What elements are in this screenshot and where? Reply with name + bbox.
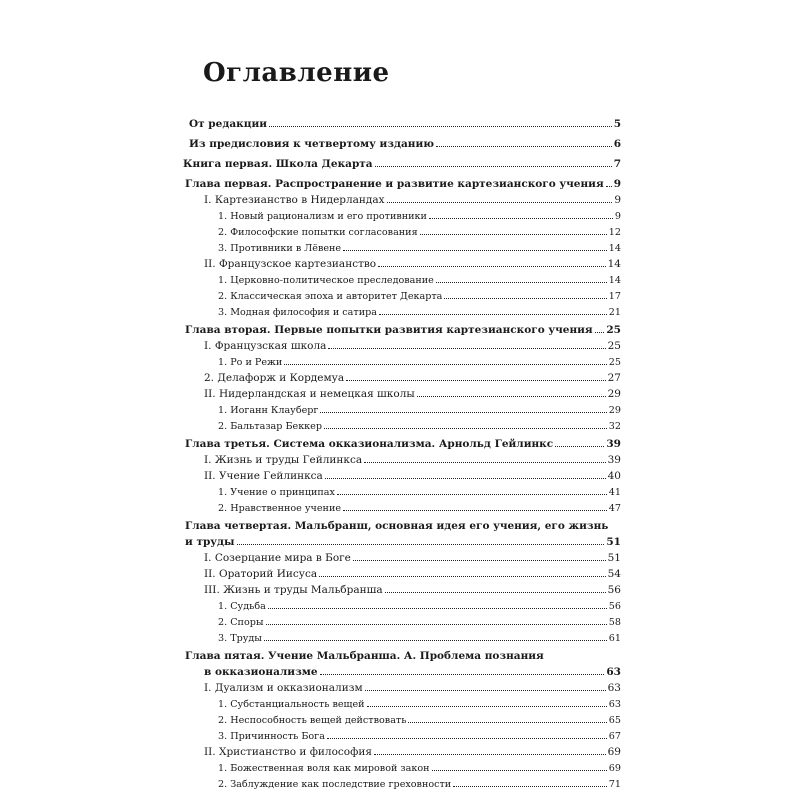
toc-entry-label: Глава вторая. Первые попытки развития картезианского учения [185, 324, 593, 336]
leader-dots [364, 462, 605, 463]
toc-page-number: 21 [608, 307, 621, 318]
leader-dots [379, 314, 607, 315]
toc-entry-label: в окказионализме [204, 666, 318, 678]
toc-entry-label: Глава третья. Система окказионализма. Арнольд Гейлинкс [185, 438, 554, 450]
toc-entry [183, 356, 621, 369]
toc-entry [183, 420, 621, 433]
toc-page-number: 47 [608, 503, 621, 514]
toc-page-number: 9 [614, 211, 621, 222]
leader-dots [387, 202, 613, 203]
leader-dots [346, 380, 606, 381]
toc-page-number: 69 [607, 746, 621, 758]
leader-dots [353, 560, 606, 561]
toc-entry [183, 584, 621, 597]
toc-entry-label: 2. Философские попытки согласования [218, 227, 418, 238]
toc-page-number: 63 [607, 682, 621, 694]
toc-entry [183, 324, 621, 337]
leader-dots [328, 348, 605, 349]
leader-dots [365, 690, 606, 691]
toc-entry-label: 2. Классическая эпоха и авторитет Декарта [218, 291, 443, 302]
toc-page-number: 29 [607, 388, 621, 400]
leader-dots [266, 624, 607, 625]
leader-dots [337, 494, 607, 495]
toc-page-number: 17 [608, 291, 621, 302]
toc-entry [183, 290, 621, 303]
toc-entry-label: I. Дуализм и окказионализм [204, 682, 363, 694]
toc-entry-label: 1. Иоганн Клауберг [218, 405, 319, 416]
toc-entry [183, 274, 621, 287]
toc-entry-label: 2. Нравственное учение [218, 503, 342, 514]
toc-entry [183, 568, 621, 581]
toc-entry [183, 194, 621, 207]
toc-entry [183, 138, 621, 151]
toc-page-number: 27 [607, 372, 621, 384]
leader-dots [374, 754, 606, 755]
toc-entry-label: Из предисловия к четвертому изданию [189, 138, 435, 150]
toc-entry-label: Глава пятая. Учение Мальбранша. А. Проблема познания [185, 650, 544, 662]
toc-entry [183, 388, 621, 401]
toc-entry-label: 3. Труды [218, 633, 262, 644]
toc-page-number: 67 [608, 731, 621, 742]
toc-page-number: 7 [613, 158, 621, 170]
leader-dots [268, 608, 607, 609]
toc-entry-label: Глава первая. Распространение и развитие картезианского учения [185, 178, 604, 190]
toc-entry-label: 1. Учение о принципах [218, 487, 335, 498]
toc-entry [183, 666, 621, 679]
toc-entry-label: II. Французское картезианство [204, 258, 377, 270]
toc-page-number: 6 [613, 138, 621, 150]
toc-page-number: 14 [608, 243, 621, 254]
toc-entry [183, 536, 621, 549]
leader-dots [367, 706, 607, 707]
toc-entry [183, 242, 621, 255]
toc-entry-label: 1. Церковно-политическое преследование [218, 275, 434, 286]
toc-page-number: 51 [606, 536, 621, 548]
toc-entry [183, 600, 621, 613]
toc-entry-label: 1. Судьба [218, 601, 266, 612]
toc-entry [183, 258, 621, 271]
toc-entry-label: III. Жизнь и труды Мальбранша [204, 584, 383, 596]
leader-dots [269, 126, 612, 127]
toc-page-number: 32 [608, 421, 621, 432]
leader-dots [324, 428, 607, 429]
toc-entry-label: I. Картезианство в Нидерландах [204, 194, 385, 206]
toc-entry-label: Глава четвертая. Мальбранш, основная идея его учения, его жизнь [185, 520, 609, 532]
toc-entry [183, 616, 621, 629]
toc-entry [183, 746, 621, 759]
toc-page-number: 40 [607, 470, 621, 482]
toc-entry-label: II. Христианство и философия [204, 746, 372, 758]
toc-entry-label: 3. Причинность Бога [218, 731, 325, 742]
leader-dots [343, 250, 607, 251]
toc-page-number: 56 [607, 584, 621, 596]
leader-dots [325, 478, 606, 479]
leader-dots [420, 234, 607, 235]
toc-page-number: 56 [608, 601, 621, 612]
toc-entry [183, 520, 621, 533]
toc-entry-label: 2. Заблуждение как последствие греховности [218, 779, 452, 790]
toc-entry-label: 1. Субстанциальность вещей [218, 699, 365, 710]
toc-entry [183, 762, 621, 775]
toc-entry [183, 158, 621, 171]
toc-entry [183, 650, 621, 663]
leader-dots [444, 298, 606, 299]
leader-dots [320, 412, 606, 413]
toc-entry [183, 178, 621, 191]
leader-dots [453, 786, 607, 787]
leader-dots [319, 576, 606, 577]
leader-dots [436, 146, 612, 147]
toc-entry [183, 404, 621, 417]
toc-entry [183, 486, 621, 499]
toc-page-number: 25 [606, 324, 621, 336]
toc-entry [183, 454, 621, 467]
toc-page-number: 14 [608, 275, 621, 286]
toc-entry-label: I. Французская школа [204, 340, 327, 352]
toc-entry [183, 372, 621, 385]
toc-entry-label: II. Нидерландская и немецкая школы [204, 388, 415, 400]
toc-entry [183, 698, 621, 711]
toc-entry [183, 226, 621, 239]
leader-dots [429, 218, 613, 219]
toc-page-number: 65 [608, 715, 621, 726]
leader-dots [375, 166, 612, 167]
toc-page-number: 58 [608, 617, 621, 628]
toc-page-number: 9 [613, 178, 622, 190]
toc-page-number: 29 [608, 405, 621, 416]
toc-page-number: 39 [607, 454, 621, 466]
page-title: Оглавление [203, 58, 390, 88]
toc-page-number: 14 [607, 258, 621, 270]
toc-entry [183, 306, 621, 319]
leader-dots [595, 332, 605, 333]
leader-dots [237, 544, 605, 545]
toc-entry-label: 2. Бальтазар Беккер [218, 421, 322, 432]
toc-entry [183, 470, 621, 483]
leader-dots [320, 674, 605, 675]
toc-page-number: 9 [614, 194, 621, 206]
toc-entry [183, 778, 621, 791]
toc-page-number: 63 [606, 666, 621, 678]
toc-page-number: 54 [607, 568, 621, 580]
leader-dots [327, 738, 607, 739]
toc-entry-label: 3. Противники в Лёвене [218, 243, 342, 254]
toc-entry [183, 210, 621, 223]
toc-entry-label: I. Созерцание мира в Боге [204, 552, 351, 564]
toc-entry-label: 1. Божественная воля как мировой закон [218, 763, 430, 774]
leader-dots [385, 592, 606, 593]
toc-entry-label: Книга первая. Школа Декарта [183, 158, 373, 170]
toc-page-number: 71 [608, 779, 621, 790]
toc-page-number: 39 [606, 438, 621, 450]
toc-entry [183, 714, 621, 727]
toc-entry [183, 552, 621, 565]
toc-entry-label: 2. Споры [218, 617, 264, 628]
leader-dots [378, 266, 606, 267]
toc-entry [183, 682, 621, 695]
toc-page-number: 63 [608, 699, 621, 710]
leader-dots [555, 446, 604, 447]
toc-entry [183, 118, 621, 131]
leader-dots [606, 186, 612, 187]
toc-page-number: 12 [608, 227, 621, 238]
toc-entry-label: 1. Новый рационализм и его противники [218, 211, 427, 222]
toc-entry [183, 730, 621, 743]
toc-page-number: 5 [613, 118, 621, 130]
toc-page-number: 41 [608, 487, 621, 498]
toc-page-number: 25 [608, 357, 621, 368]
toc-entry [183, 502, 621, 515]
toc-entry [183, 340, 621, 353]
toc-page-number: 69 [608, 763, 621, 774]
leader-dots [417, 396, 606, 397]
toc-page-number: 61 [608, 633, 621, 644]
toc-entry [183, 438, 621, 451]
leader-dots [284, 364, 607, 365]
leader-dots [264, 640, 607, 641]
toc-entry-label: I. Жизнь и труды Гейлинкса [204, 454, 363, 466]
toc-entry-label: и труды [185, 536, 235, 548]
toc-entry [183, 632, 621, 645]
toc-entry-label: 2. Неспособность вещей действовать [218, 715, 407, 726]
leader-dots [436, 282, 607, 283]
leader-dots [343, 510, 607, 511]
toc-entry-label: 3. Модная философия и сатира [218, 307, 377, 318]
toc-entry-label: От редакции [189, 118, 268, 130]
toc-entry-label: 2. Делафорж и Кордемуа [204, 372, 345, 384]
toc-entry-label: II. Учение Гейлинкса [204, 470, 323, 482]
leader-dots [408, 722, 606, 723]
toc-entry-label: 1. Ро и Режи [218, 357, 283, 368]
toc-entry-label: II. Ораторий Иисуса [204, 568, 318, 580]
toc-page-number: 51 [607, 552, 621, 564]
toc-page-number: 25 [607, 340, 621, 352]
leader-dots [432, 770, 607, 771]
